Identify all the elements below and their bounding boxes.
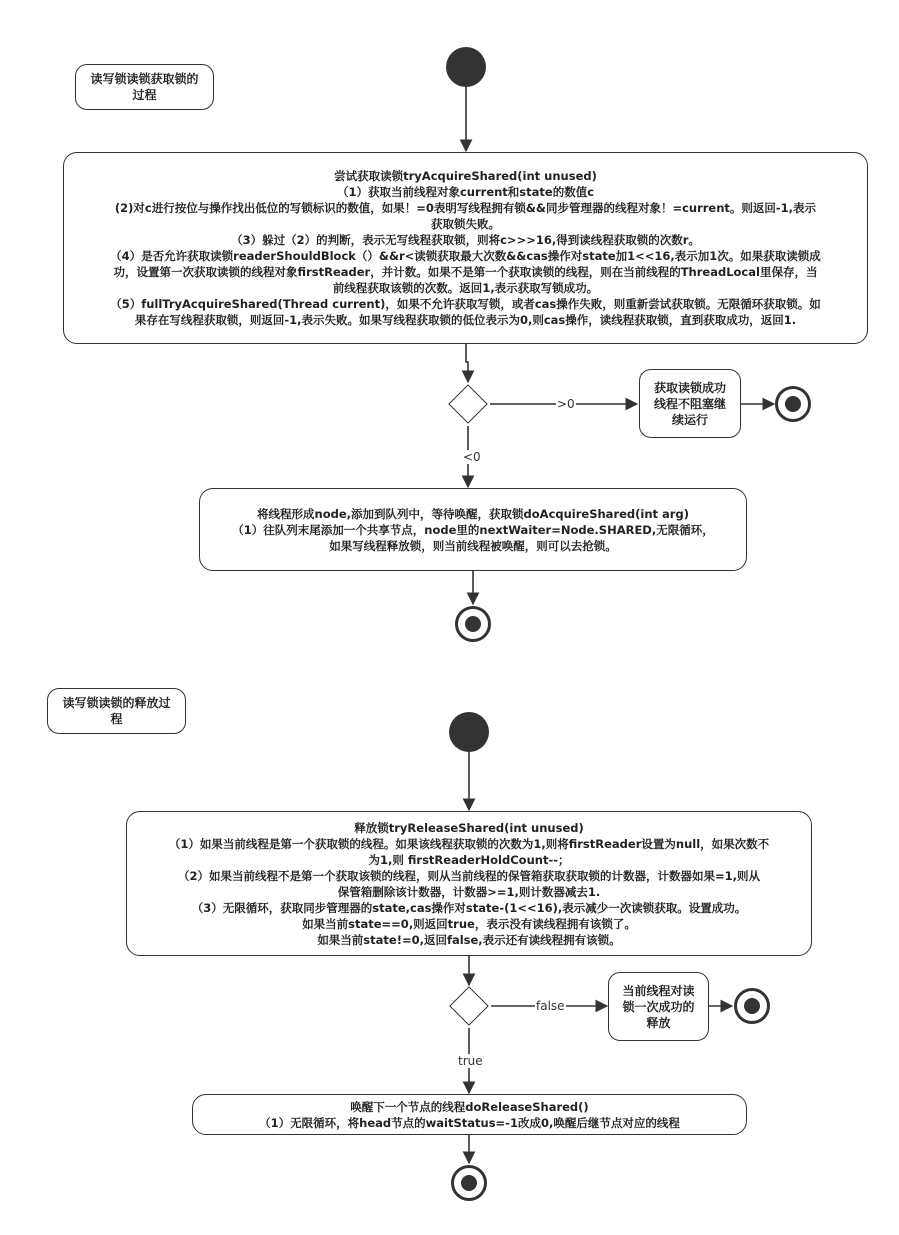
- edge-label-false: false: [536, 999, 565, 1013]
- box-line: 功，设置第一次获取读锁的线程对象firstReader，并计数。如果不是第一个获取读锁的线程，则在当前线程的ThreadLocal里保存，当: [113, 265, 818, 279]
- edge-label-gt-zero: >0: [557, 397, 575, 411]
- box-line: 尝试获取读锁tryAcquireShared(int unused): [334, 169, 597, 183]
- do-acquire-shared-box: [199, 488, 747, 571]
- release-success-box: [608, 972, 709, 1041]
- edge-label-true: true: [458, 1054, 483, 1068]
- box-line: 唤醒下一个节点的线程doReleaseShared(): [350, 1099, 589, 1114]
- box-line: （3）无限循环，获取同步管理器的state,cas操作对state-(1<<16),表示减少一次读锁获取。设置成功。: [191, 900, 747, 915]
- release-process-note: [47, 688, 186, 734]
- box-line: 如果当前state==0,则返回true，表示没有读线程拥有该锁了。: [302, 916, 636, 931]
- box-line: （2）如果当前线程不是第一个获取该锁的线程，则从当前线程的保管箱获取获取锁的计数器，计数器如果=1,则从: [177, 868, 760, 883]
- do-release-shared-box: [192, 1094, 747, 1135]
- box-line: （1）往队列末尾添加一个共享节点，node里的nextWaiter=Node.SHARED,无限循环，: [232, 522, 714, 537]
- box-line: 线程不阻塞继: [653, 396, 726, 411]
- acquire-process-note: [75, 64, 214, 110]
- edge-label-lt-zero: <0: [463, 450, 481, 464]
- box-line: （5）fullTryAcquireShared(Thread current)，如果不允许获取写锁，或者cas操作失败，则重新尝试获取锁。无限循环获取锁。如: [110, 297, 821, 311]
- box-line: 释放锁tryReleaseShared(int unused): [354, 820, 584, 835]
- acquire-success-box: [639, 369, 741, 438]
- box-line: 果存在写线程获取锁，则返回-1,表示失败。如果写线程获取锁的低位表示为0,则cas操作，读线程获取锁，直到获取成功，返回1.: [134, 313, 797, 327]
- box-line: （3）躲过（2）的判断，表示无写线程获取锁，则将c>>>16,得到读线程获取锁的次数r。: [231, 233, 700, 247]
- box-line: (2)对c进行按位与操作找出低位的写锁标识的数值，如果！=0表明写线程拥有锁&&同步管理器的线程对象！=current。则返回-1,表示: [114, 201, 817, 215]
- note-line: 读写锁读锁获取锁的: [90, 72, 199, 86]
- box-line: 当前线程对读: [622, 983, 695, 998]
- box-line: 前线程获取该锁的次数。返回1,表示获取写锁成功。: [332, 281, 599, 295]
- note-line: 读写锁读锁的释放过: [62, 696, 171, 710]
- initial-node-acquire: [446, 47, 486, 87]
- try-release-shared-box: [126, 811, 812, 956]
- box-line: （1）获取当前线程对象current和state的数值c: [336, 185, 595, 199]
- box-line: 释放: [646, 1015, 671, 1030]
- box-line: 如果当前state!=0,返回false,表示还有读线程拥有该锁。: [317, 932, 621, 947]
- box-line: 锁一次成功的: [622, 999, 695, 1014]
- box-line: 为1,则 firstReaderHoldCount--；: [368, 852, 570, 867]
- box-line: 保管箱删除该计数器，计数器>=1,则计数器减去1.: [337, 884, 601, 899]
- box-line: 将线程形成node,添加到队列中，等待唤醒，获取锁doAcquireShared(int arg): [257, 506, 689, 521]
- final-node-release-success: [734, 988, 770, 1024]
- edge-acquire-decision1: [466, 343, 468, 382]
- box-line: （4）是否允许获取读锁readerShouldBlock（）&&r<读锁获取最大次数&&cas操作对state加1<<16,表示加1次。如果获取读锁成: [110, 249, 821, 263]
- box-line: 续运行: [671, 412, 708, 427]
- box-line: （1）如果当前线程是第一个获取锁的线程。如果该线程获取锁的次数为1,则将firstReader设置为null，如果次数不: [168, 836, 770, 851]
- box-line: （1）无限循环，将head节点的waitStatus=-1改成0,唤醒后继节点对应的线程: [259, 1115, 680, 1130]
- note-line: 程: [110, 712, 123, 726]
- try-acquire-shared-box: [63, 152, 868, 344]
- final-node-acquire-queue: [455, 606, 491, 642]
- final-node-acquire-success: [775, 386, 811, 422]
- initial-node-release: [449, 712, 489, 752]
- box-line: 如果写线程释放锁，则当前线程被唤醒，则可以去抢锁。: [329, 538, 617, 553]
- box-line: 获取锁失败。: [431, 217, 500, 231]
- box-line: 获取读锁成功: [653, 380, 726, 395]
- note-line: 过程: [132, 88, 157, 102]
- final-node-release-wake: [451, 1165, 487, 1201]
